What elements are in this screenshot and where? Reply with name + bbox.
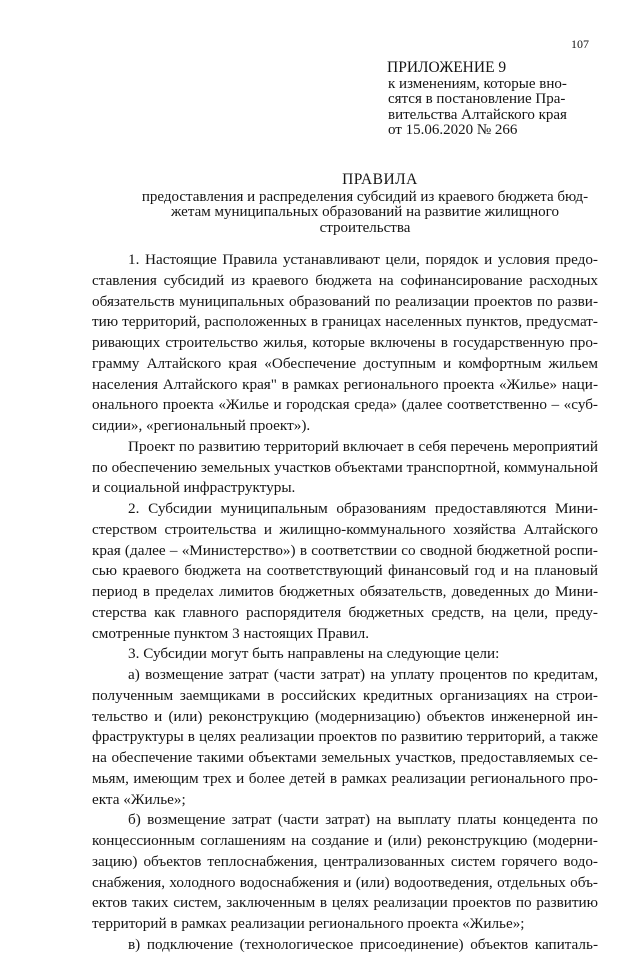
paragraph-line: б) возмещение затрат (части затрат) на выплату платы концедента по — [128, 811, 598, 829]
paragraph-line: период в пределах лимитов бюджетных обязательств, доведенных до Мини- — [92, 583, 598, 600]
paragraph-line: мьям, имеющим трех и более детей в рамках реализации регионального про- — [92, 769, 598, 787]
paragraph-line: и социальной инфраструктуры. — [92, 479, 296, 497]
paragraph-line: в) подключение (технологическое присоединение) объектов капиталь- — [128, 935, 598, 953]
paragraph-line: снабжения, холодного водоснабжения и (или) водоотведения, отдельных объ- — [92, 873, 598, 891]
appendix-line: сятся в постановление Пра- — [388, 91, 566, 107]
appendix-line: от 15.06.2020 № 266 — [388, 122, 518, 138]
paragraph-line: обязательств муниципальных образований по реализации проектов по разви- — [92, 292, 598, 310]
paragraph-line: смотренные пунктом 3 настоящих Правил. — [92, 624, 369, 642]
paragraph-line: стерством строительства и жилищно-коммунального хозяйства Алтайского — [92, 520, 598, 538]
paragraph-line: зацию) объектов теплоснабжения, централизованных систем горячего водо- — [92, 852, 598, 870]
paragraph-line: сидии», «региональный проект»). — [92, 417, 311, 434]
paragraph-line: а) возмещение затрат (части затрат) на уплату процентов по кредитам, — [128, 666, 598, 683]
paragraph-line: онального проекта «Жилье и городская среда» (далее соответственно – «суб- — [92, 396, 598, 414]
appendix-line: вительства Алтайского края — [388, 106, 567, 123]
paragraph-line: 2. Субсидии муниципальным образованиям предоставляются Мини- — [128, 500, 598, 517]
paragraph-line: стерства как главного распорядителя бюджетных средств, на цели, преду- — [92, 603, 598, 621]
paragraph-line: края (далее – «Министерство») в соответствии со сводной бюджетной роспи- — [92, 541, 598, 559]
appendix-block — [387, 60, 602, 139]
appendix-title: ПРИЛОЖЕНИЕ 9 — [387, 59, 507, 76]
paragraph-line: тельство и (или) реконструкцию (модернизацию) объектов инженерной ин- — [92, 707, 598, 725]
paragraph-line: населения Алтайского края" в рамках регионального проекта «Жилье» наци- — [92, 375, 598, 393]
document-subtitle-line: строительства — [319, 219, 411, 236]
paragraph-line: ектов таких систем, заключенным в целях реализации проектов по развитию — [92, 894, 598, 912]
page-number: 107 — [571, 37, 589, 51]
paragraph-line: на обеспечение такими объектами земельных участков, предоставляемых се- — [92, 749, 598, 766]
paragraph-line: полученным заемщиками в российских кредитных организациях на строи- — [92, 686, 598, 704]
document-body — [92, 250, 598, 956]
document-subtitle-line: жетам муниципальных образований на развитие жилищного — [171, 204, 559, 220]
paragraph-line: тию территорий, расположенных в границах населенных пунктов, предусмат- — [92, 313, 598, 331]
paragraph-line: фраструктуры в целях реализации проектов по развитию территорий, а также — [92, 728, 598, 746]
paragraph-line: территорий в рамках реализации регионального проекта «Жилье»; — [92, 915, 525, 932]
paragraph-line: 3. Субсидии могут быть направлены на следующие цели: — [128, 645, 500, 663]
document-heading — [130, 172, 600, 236]
document-title: ПРАВИЛА — [342, 171, 418, 188]
paragraph-line: сью краевого бюджета на соответствующий финансовый год и на плановый — [92, 562, 598, 580]
paragraph-line: екта «Жилье»; — [92, 790, 186, 808]
paragraph-line: 1. Настоящие Правила устанавливают цели, порядок и условия предо- — [128, 251, 598, 268]
appendix-line: к изменениям, которые вно- — [388, 75, 567, 92]
paragraph-line: грамму Алтайского края «Обеспечение доступным и комфортным жильем — [92, 354, 598, 372]
paragraph-line: по обеспечению земельных участков объектами транспортной, коммунальной — [92, 458, 598, 476]
paragraph-line: концессионным соглашениям на создание и (или) реконструкцию (модерни- — [92, 832, 598, 849]
document-subtitle-line: предоставления и распределения субсидий из краевого бюджета бюд- — [141, 188, 589, 205]
paragraph-line: ривающих строительство жилья, которые включены в государственную про- — [92, 334, 598, 351]
paragraph-line: ставления субсидий из краевого бюджета на софинансирование расходных — [92, 271, 598, 289]
paragraph-line: Проект по развитию территорий включает в себя перечень мероприятий — [128, 437, 598, 455]
